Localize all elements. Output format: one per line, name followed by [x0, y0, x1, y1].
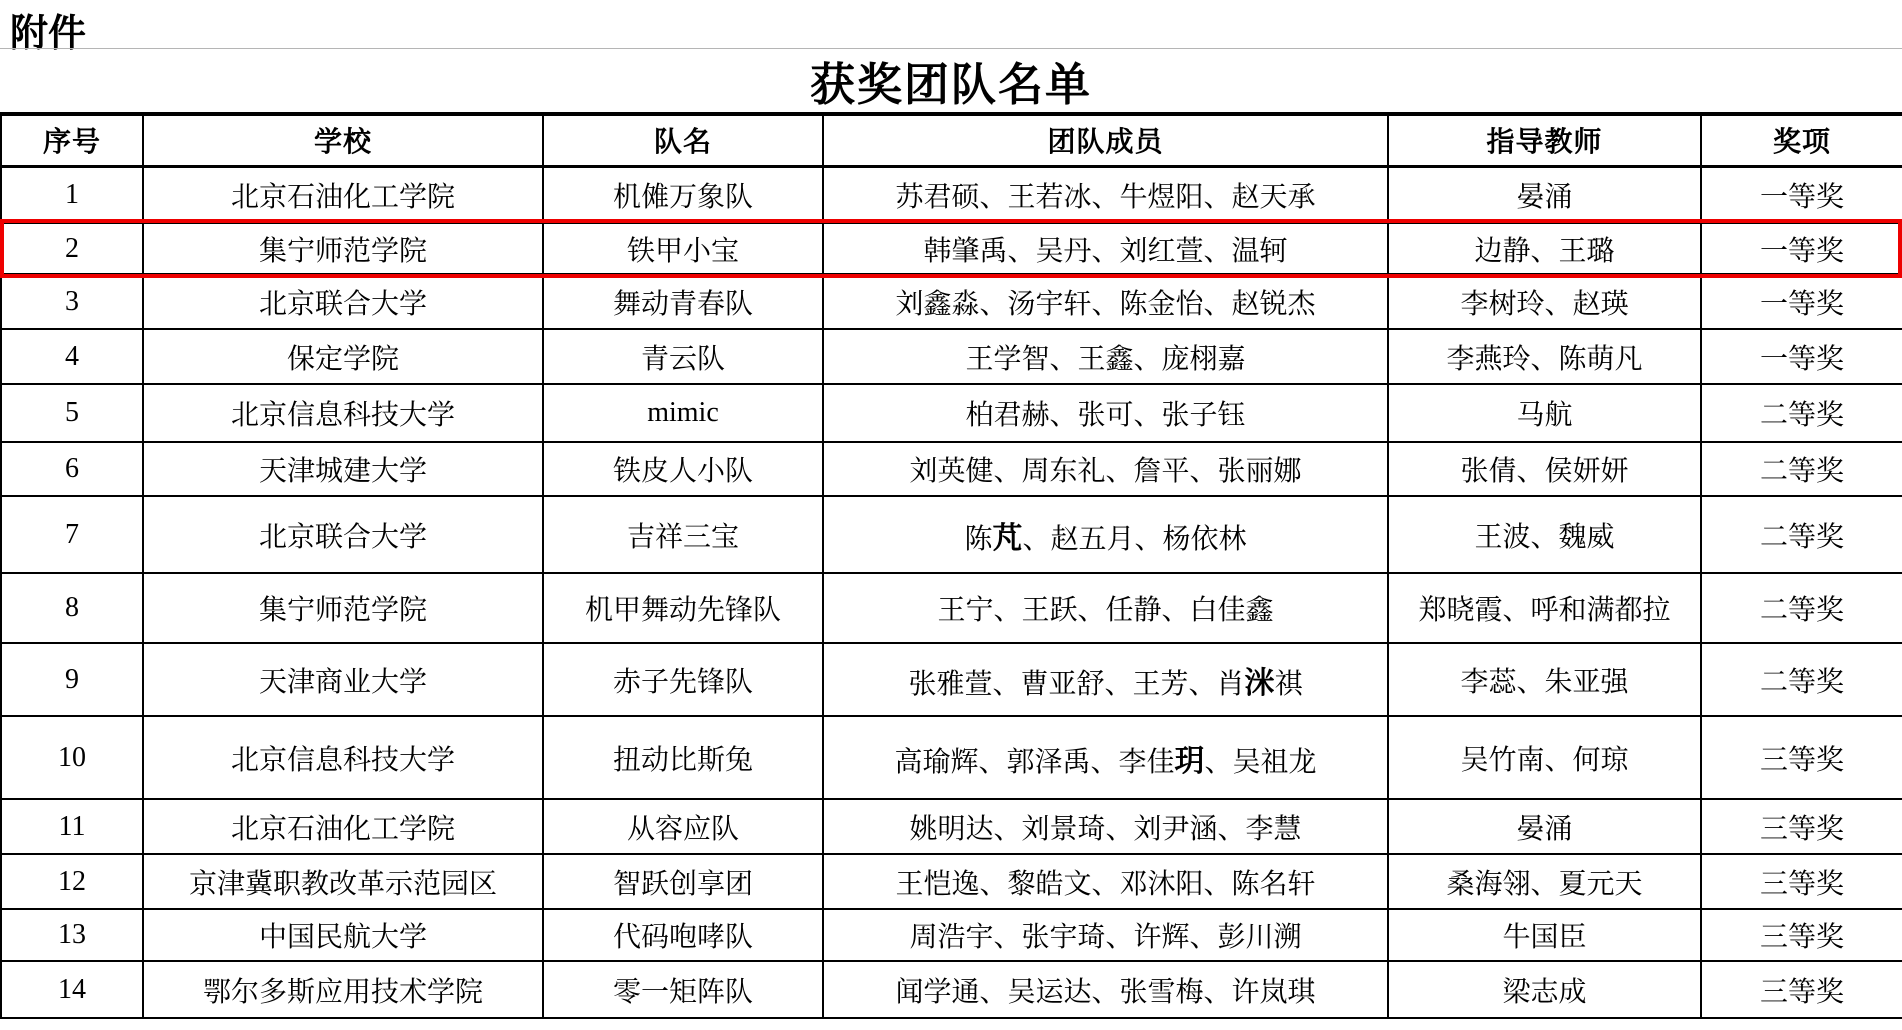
cell-no: 13	[1, 909, 143, 961]
header-members: 团队成员	[823, 114, 1388, 166]
cell-school: 集宁师范学院	[143, 223, 543, 274]
cell-teachers: 郑晓霞、呼和满都拉	[1388, 573, 1701, 643]
cell-team: 智跃创享团	[543, 854, 823, 909]
cell-teachers: 晏涌	[1388, 799, 1701, 854]
bold-character: 芃	[992, 520, 1023, 556]
header-award: 奖项	[1701, 114, 1902, 166]
cell-no: 11	[1, 799, 143, 854]
cell-award: 一等奖	[1701, 223, 1902, 274]
table-row	[1, 442, 1902, 496]
cell-no: 2	[1, 223, 143, 274]
cell-members: 柏君赫、张可、张子钰	[823, 384, 1388, 442]
cell-no: 14	[1, 961, 143, 1018]
cell-team: 舞动青春队	[543, 274, 823, 329]
cell-members: 苏君硕、王若冰、牛煜阳、赵天承	[823, 166, 1388, 223]
cell-team: 代码咆哮队	[543, 909, 823, 961]
cell-teachers: 李蕊、朱亚强	[1388, 643, 1701, 716]
cell-no: 3	[1, 274, 143, 329]
cell-team: 赤子先锋队	[543, 643, 823, 716]
table-row	[1, 909, 1902, 961]
cell-teachers: 王波、魏威	[1388, 496, 1701, 573]
cell-award: 三等奖	[1701, 961, 1902, 1018]
cell-members: 刘英健、周东礼、詹平、张丽娜	[823, 442, 1388, 496]
cell-award: 一等奖	[1701, 166, 1902, 223]
cell-school: 保定学院	[143, 329, 543, 384]
cell-teachers: 李燕玲、陈萌凡	[1388, 329, 1701, 384]
cell-school: 北京联合大学	[143, 274, 543, 329]
table-row	[1, 223, 1902, 274]
header-team: 队名	[543, 114, 823, 166]
attachment-label: 附件	[10, 11, 87, 55]
header-teachers: 指导教师	[1388, 114, 1701, 166]
cell-members: 王恺逸、黎皓文、邓沐阳、陈名轩	[823, 854, 1388, 909]
cell-school: 鄂尔多斯应用技术学院	[143, 961, 543, 1018]
cell-award: 一等奖	[1701, 329, 1902, 384]
cell-members: 周浩宇、张宇琦、许辉、彭川溯	[823, 909, 1388, 961]
header-school: 学校	[143, 114, 543, 166]
cell-team: 扭动比斯兔	[543, 716, 823, 799]
header-no: 序号	[1, 114, 143, 166]
table-row	[1, 274, 1902, 329]
cell-no: 5	[1, 384, 143, 442]
table-row	[1, 573, 1902, 643]
table-row	[1, 166, 1902, 223]
cell-teachers: 吴竹南、何琼	[1388, 716, 1701, 799]
cell-no: 1	[1, 166, 143, 223]
cell-members: 王宁、王跃、任静、白佳鑫	[823, 573, 1388, 643]
cell-award: 三等奖	[1701, 909, 1902, 961]
awards-document	[0, 48, 1902, 1019]
cell-teachers: 马航	[1388, 384, 1701, 442]
cell-no: 12	[1, 854, 143, 909]
cell-members: 陈芃、赵五月、杨依林	[823, 496, 1388, 573]
cell-award: 三等奖	[1701, 716, 1902, 799]
cell-team: mimic	[543, 384, 823, 442]
cell-school: 集宁师范学院	[143, 573, 543, 643]
cell-school: 中国民航大学	[143, 909, 543, 961]
cell-members: 姚明达、刘景琦、刘尹涵、李慧	[823, 799, 1388, 854]
cell-school: 北京信息科技大学	[143, 384, 543, 442]
cell-team: 机甲舞动先锋队	[543, 573, 823, 643]
awards-table	[0, 112, 1902, 1019]
cell-members: 闻学通、吴运达、张雪梅、许岚琪	[823, 961, 1388, 1018]
cell-teachers: 桑海翎、夏元天	[1388, 854, 1701, 909]
cell-school: 北京联合大学	[143, 496, 543, 573]
cell-no: 10	[1, 716, 143, 799]
table-row	[1, 643, 1902, 716]
cell-members: 韩肇禹、吴丹、刘红萱、温轲	[823, 223, 1388, 274]
cell-team: 铁甲小宝	[543, 223, 823, 274]
cell-team: 从容应队	[543, 799, 823, 854]
cell-school: 北京信息科技大学	[143, 716, 543, 799]
cell-teachers: 李树玲、赵瑛	[1388, 274, 1701, 329]
cell-no: 6	[1, 442, 143, 496]
cell-team: 吉祥三宝	[543, 496, 823, 573]
cell-teachers: 边静、王璐	[1388, 223, 1701, 274]
cell-award: 二等奖	[1701, 643, 1902, 716]
cell-no: 4	[1, 329, 143, 384]
cell-school: 北京石油化工学院	[143, 799, 543, 854]
cell-members: 刘鑫淼、汤宇轩、陈金怡、赵锐杰	[823, 274, 1388, 329]
table-row	[1, 854, 1902, 909]
cell-members: 高瑜辉、郭泽禹、李佳玥、吴祖龙	[823, 716, 1388, 799]
cell-no: 7	[1, 496, 143, 573]
table-row	[1, 329, 1902, 384]
cell-no: 8	[1, 573, 143, 643]
bold-character: 洣	[1244, 665, 1275, 701]
cell-school: 北京石油化工学院	[143, 166, 543, 223]
cell-award: 三等奖	[1701, 854, 1902, 909]
table-row	[1, 799, 1902, 854]
table-row	[1, 716, 1902, 799]
cell-award: 二等奖	[1701, 573, 1902, 643]
table-title: 获奖团队名单	[0, 48, 1902, 112]
cell-teachers: 牛国臣	[1388, 909, 1701, 961]
cell-award: 二等奖	[1701, 442, 1902, 496]
cell-award: 一等奖	[1701, 274, 1902, 329]
header-row	[1, 114, 1902, 166]
cell-members: 张雅萱、曹亚舒、王芳、肖洣祺	[823, 643, 1388, 716]
cell-team: 机傩万象队	[543, 166, 823, 223]
cell-team: 零一矩阵队	[543, 961, 823, 1018]
cell-teachers: 梁志成	[1388, 961, 1701, 1018]
cell-team: 铁皮人小队	[543, 442, 823, 496]
table-row	[1, 496, 1902, 573]
cell-no: 9	[1, 643, 143, 716]
table-row	[1, 384, 1902, 442]
cell-teachers: 晏涌	[1388, 166, 1701, 223]
bold-character: 玥	[1174, 743, 1205, 779]
table-row	[1, 961, 1902, 1018]
cell-school: 天津商业大学	[143, 643, 543, 716]
cell-team: 青云队	[543, 329, 823, 384]
cell-teachers: 张倩、侯妍妍	[1388, 442, 1701, 496]
cell-school: 天津城建大学	[143, 442, 543, 496]
cell-school: 京津冀职教改革示范园区	[143, 854, 543, 909]
cell-award: 三等奖	[1701, 799, 1902, 854]
cell-award: 二等奖	[1701, 496, 1902, 573]
cell-members: 王学智、王鑫、庞栩嘉	[823, 329, 1388, 384]
cell-award: 二等奖	[1701, 384, 1902, 442]
